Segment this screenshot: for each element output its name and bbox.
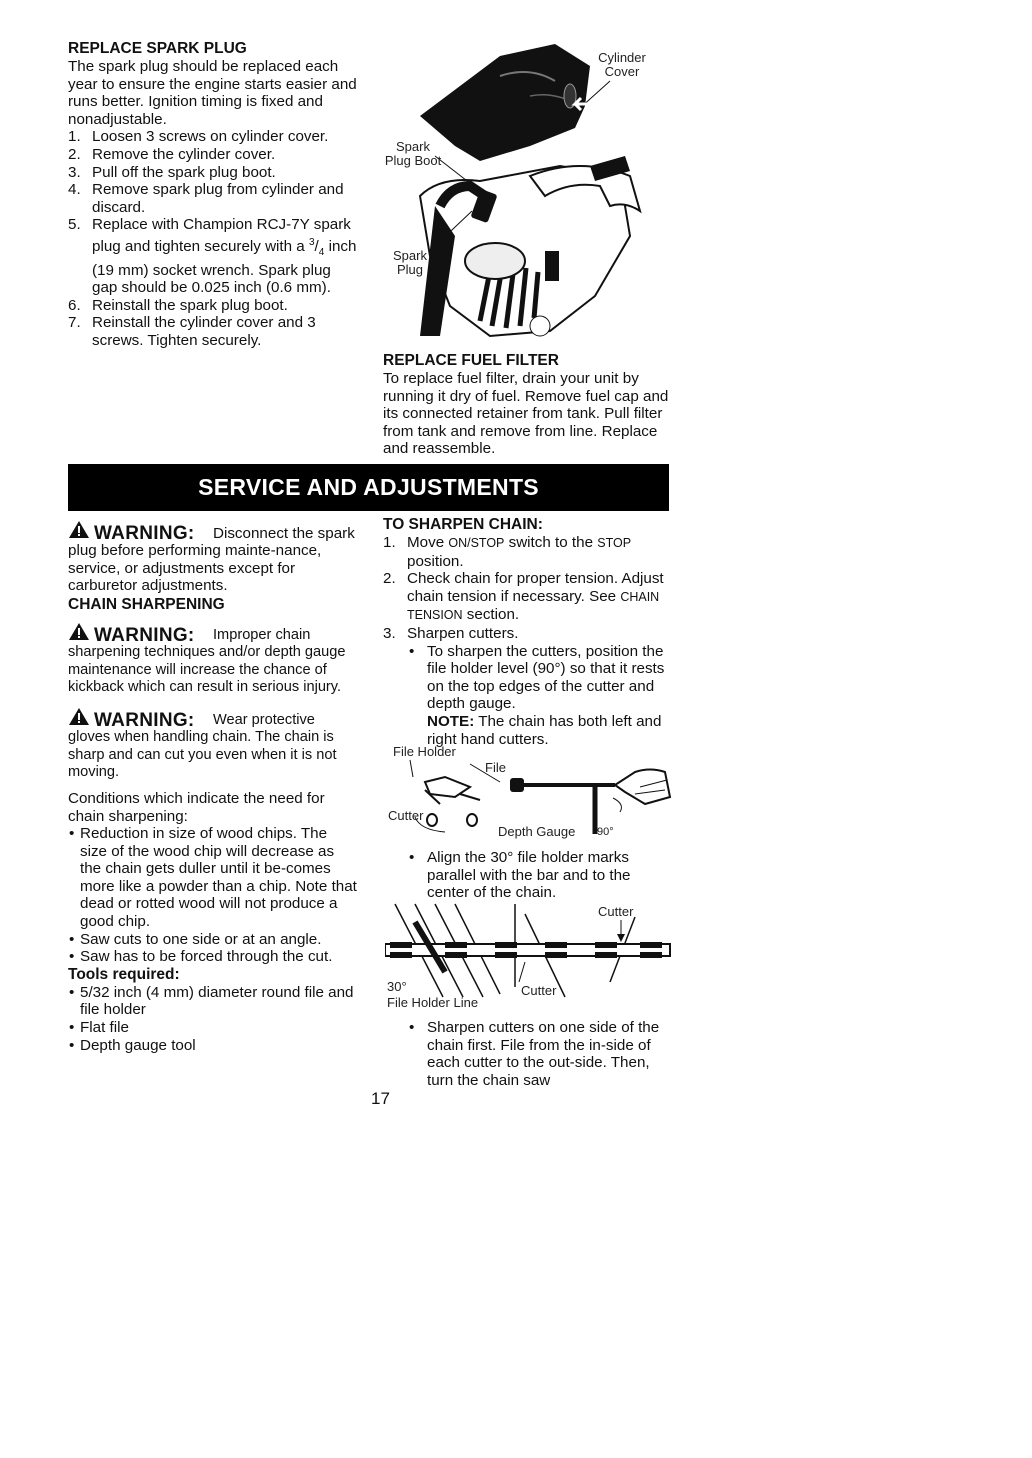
file-holder-line-label: File Holder Line: [387, 995, 479, 1010]
list-item: • Saw has to be forced through the cut.: [69, 948, 333, 966]
warning-triangle-icon: [68, 622, 90, 641]
section-heading: REPLACE SPARK PLUG: [68, 40, 247, 57]
list-item: 4. Remove spark plug from cylinder and discard.: [68, 181, 344, 216]
warning-label: WARNING:: [94, 523, 195, 544]
file-holder-label: File Holder: [393, 744, 456, 759]
section-banner: SERVICE AND ADJUSTMENTS: [68, 464, 669, 511]
list-item: 6. Reinstall the spark plug boot.: [68, 296, 288, 314]
steps-list: [68, 128, 360, 349]
spark-plug-label: Spark Plug: [393, 248, 427, 277]
warning-3-text: Wear protective gloves when handling chain. The chain is sharp and can cut you even when it is not moving.: [68, 711, 337, 781]
sharpen-steps: [383, 534, 673, 643]
list-item: 7. Reinstall the cylinder cover and 3 screws. Tighten securely.: [68, 314, 316, 349]
warning-label: WARNING:: [94, 709, 195, 731]
angle-90-label: 90°: [597, 826, 614, 838]
warning-label: WARNING:: [94, 624, 195, 646]
list-item: • Reduction in size of wood chips. The size of the wood chip will decrease as the chain gets duller until it be-comes more like a powder than a chip. Note that dead or rotted wood will not produce a good chip.: [69, 825, 357, 931]
replace-fuel-filter-section: [383, 352, 673, 458]
list-item: 1. Loosen 3 screws on cylinder cover.: [68, 128, 329, 146]
to-sharpen-heading: TO SHARPEN CHAIN:: [383, 516, 543, 533]
file-label: File: [485, 760, 506, 775]
conditions-list: [68, 825, 358, 966]
warning-2-text: Improper chain sharpening techniques and/or depth gauge maintenance will increase the chance of kickback which can result in serious injury.: [68, 626, 346, 696]
list-item: 3. Sharpen cutters.: [383, 624, 519, 642]
cutter-bottom-label: Cutter: [521, 983, 557, 998]
cutter-top-label: Cutter: [598, 904, 634, 919]
sub-bullet-3: • Sharpen cutters on one side of the chain first. File from the in-side of each cutter to the out-side. Then, turn the chain saw: [409, 1019, 660, 1089]
chain-sharpening-heading: CHAIN SHARPENING: [68, 595, 225, 613]
list-item: 5. Replace with Champion RCJ-7Y spark plug and tighten securely with a $^3/_4$ inch (19 mm) socket wrench. Spark plug gap should be 0.025 inch (0.6 mm).: [68, 216, 357, 297]
list-item: 3. Pull off the spark plug boot.: [68, 163, 276, 181]
section-heading: REPLACE FUEL FILTER: [383, 352, 559, 369]
list-item: 2. Remove the cylinder cover.: [68, 145, 276, 163]
chainsaw-illustration: [380, 36, 670, 346]
list-item: • Saw cuts to one side or at an angle.: [69, 930, 322, 948]
spark-plug-figure: [380, 36, 670, 346]
list-item: • 5/32 inch (4 mm) diameter round file and file holder: [69, 983, 354, 1019]
replace-spark-plug-section: [68, 40, 360, 350]
list-item: 1. Move ON/STOP switch to the STOP position.: [383, 534, 632, 570]
warning-triangle-icon: [68, 707, 90, 726]
warning-1-text: Disconnect the spark plug before performing mainte-nance, service, or adjustments except for carburetor adjustments.: [68, 524, 355, 595]
sub-bullet-3-block: [383, 1019, 673, 1089]
sub-bullet-1: • To sharpen the cutters, position the file holder level (90°) so that it rests on the top edges of the cutter and depth gauge. NOTE: The chain has both left and right hand cutters.: [409, 642, 665, 748]
alignment-figure: [385, 902, 675, 1012]
list-item: 2. Check chain for proper tension. Adjust chain tension if necessary. See CHAIN TENSION section.: [383, 570, 664, 624]
warning-triangle-icon: [68, 520, 90, 539]
fuel-filter-paragraph: To replace fuel filter, drain your unit by running it dry of fuel. Remove fuel cap and its connected retainer from tank. Pull filter from tank and remove from line. Replace and reassemble.: [383, 370, 669, 458]
list-item: • Flat file: [69, 1019, 129, 1037]
spark-plug-boot-label: Spark Plug Boot: [384, 139, 442, 168]
file-holder-figure: [385, 742, 675, 842]
page-number: 17: [371, 1089, 390, 1108]
cylinder-cover-label: Cylinder Cover: [598, 50, 646, 79]
right-column: [383, 516, 673, 748]
conditions-paragraph: Conditions which indicate the need for chain sharpening:: [68, 789, 325, 825]
depth-gauge-label: Depth Gauge: [498, 824, 576, 839]
angle-30-label: 30°: [387, 979, 407, 994]
left-column: [68, 520, 358, 1054]
cutter-label: Cutter: [388, 808, 424, 823]
tools-list: [68, 984, 358, 1054]
sub-bullet-2: • Align the 30° file holder marks parallel with the bar and to the center of the chain.: [409, 849, 631, 902]
list-item: • Depth gauge tool: [69, 1036, 196, 1054]
sub-bullet-2-block: [383, 849, 673, 902]
intro-paragraph: The spark plug should be replaced each year to ensure the engine starts easier and runs better. Ignition timing is fixed and nonadjustable.: [68, 58, 357, 128]
tools-heading: Tools required:: [68, 965, 180, 983]
